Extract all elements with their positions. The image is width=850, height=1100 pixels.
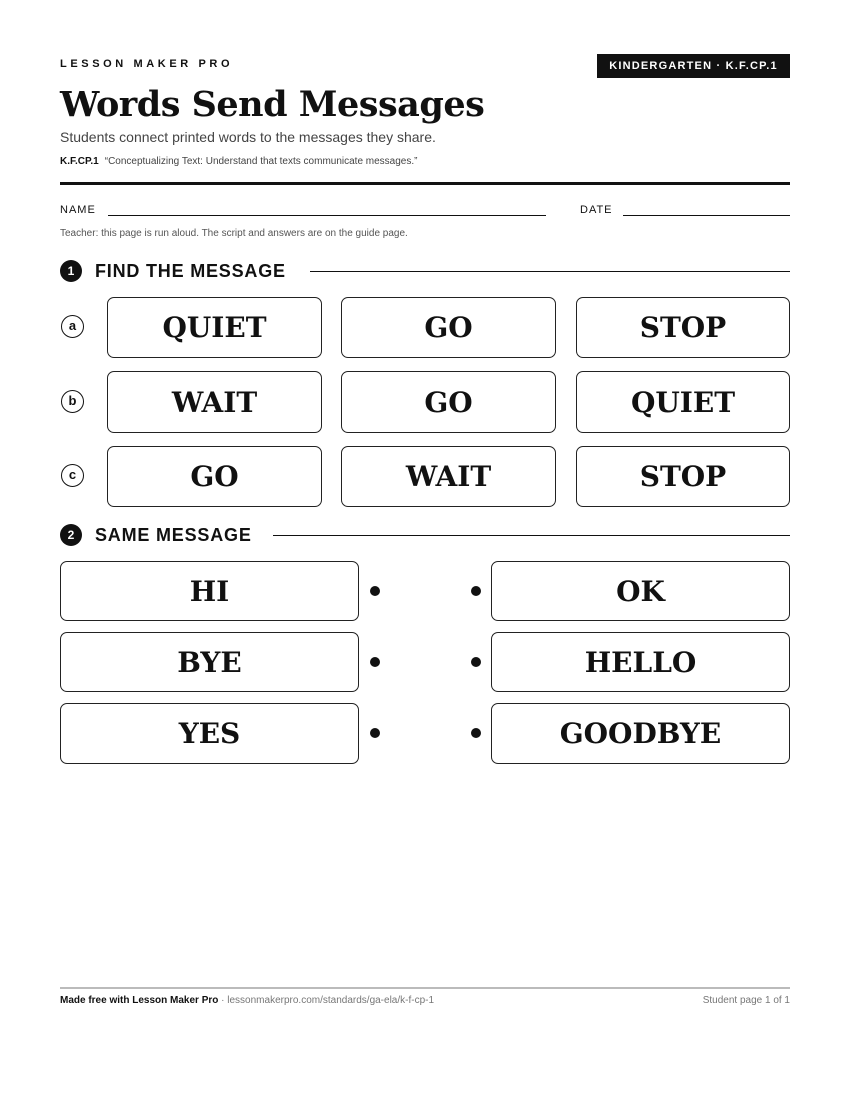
header-divider	[60, 182, 790, 185]
teacher-note: Teacher: this page is run aloud. The script and answers are on the guide page.	[60, 228, 408, 239]
brand-name: LESSON MAKER PRO	[60, 58, 234, 70]
word-card-a-3[interactable]: STOP	[576, 297, 790, 358]
row-marker-a: a	[61, 315, 84, 338]
section-number: 1	[60, 260, 82, 282]
match-left-dot-3[interactable]	[370, 728, 380, 738]
row-marker-b: b	[61, 390, 84, 413]
match-right-dot-1[interactable]	[471, 586, 481, 596]
match-right-dot-3[interactable]	[471, 728, 481, 738]
word-card-a-1[interactable]: QUIET	[107, 297, 322, 358]
section-title: FIND THE MESSAGE	[95, 259, 296, 283]
grade-badge: KINDERGARTEN · K.F.CP.1	[597, 54, 790, 78]
date-field[interactable]	[623, 215, 790, 216]
word-card-a-2[interactable]: GO	[341, 297, 556, 358]
page-title: Words Send Messages	[60, 84, 485, 125]
footer-made-with: Made free with Lesson Maker Pro	[60, 995, 219, 1006]
section-same-message	[60, 523, 790, 547]
footer-divider	[60, 987, 790, 989]
word-card-c-1[interactable]: GO	[107, 446, 322, 507]
word-card-b-1[interactable]: WAIT	[107, 371, 322, 433]
word-card-c-2[interactable]: WAIT	[341, 446, 556, 507]
row-marker-c: c	[61, 464, 84, 487]
date-label: DATE	[580, 204, 613, 216]
section-rule	[273, 535, 790, 536]
match-right-card-1[interactable]: OK	[491, 561, 790, 621]
match-left-card-2[interactable]: BYE	[60, 632, 359, 692]
section-rule	[310, 271, 790, 272]
match-right-card-2[interactable]: HELLO	[491, 632, 790, 692]
word-card-b-2[interactable]: GO	[341, 371, 556, 433]
footer-page-number: Student page 1 of 1	[702, 995, 790, 1006]
section-title: SAME MESSAGE	[95, 523, 262, 547]
footer-url[interactable]: · lessonmakerpro.com/standards/ga-ela/k-f-cp-1	[218, 995, 435, 1006]
match-left-card-1[interactable]: HI	[60, 561, 359, 621]
match-right-dot-2[interactable]	[471, 657, 481, 667]
name-label: NAME	[60, 204, 96, 216]
standard-code: K.F.CP.1	[60, 156, 99, 167]
section-number: 2	[60, 524, 82, 546]
standard-text: “Conceptualizing Text: Understand that texts communicate messages.”	[104, 156, 418, 167]
match-left-dot-1[interactable]	[370, 586, 380, 596]
footer-credit	[60, 995, 434, 1006]
word-card-c-3[interactable]: STOP	[576, 446, 790, 507]
section-find-the-message	[60, 259, 790, 283]
match-left-dot-2[interactable]	[370, 657, 380, 667]
word-card-b-3[interactable]: QUIET	[576, 371, 790, 433]
name-field[interactable]	[108, 215, 546, 216]
standard-line	[60, 156, 417, 167]
match-right-card-3[interactable]: GOODBYE	[491, 703, 790, 764]
page-subtitle: Students connect printed words to the messages they share.	[60, 129, 436, 145]
match-left-card-3[interactable]: YES	[60, 703, 359, 764]
